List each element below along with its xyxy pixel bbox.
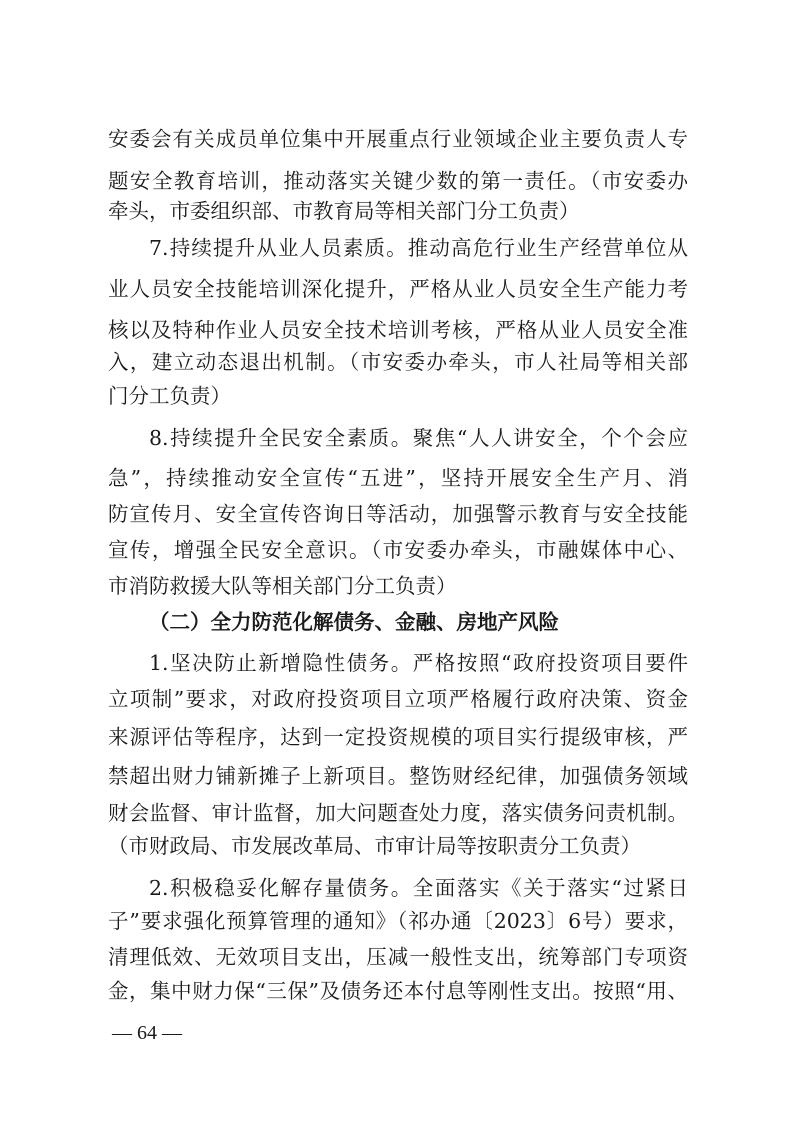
body-text-line: 财会监督、审计监督，加大问题查处力度，落实债务问责机制。 <box>108 801 688 825</box>
body-text-line: 业人员安全技能培训深化提升，严格从业人员安全生产能力考 <box>108 277 688 301</box>
body-text-line: 清理低效、无效项目支出，压减一般性支出，统筹部门专项资 <box>108 945 688 969</box>
body-text-line: 宣传，增强全民安全意识。（市安委办牵头，市融媒体中心、 <box>108 538 688 562</box>
body-text-line: 门分工负责） <box>108 384 231 408</box>
body-text-line: 题安全教育培训，推动落实关键少数的第一责任。（市安委办 <box>108 169 688 193</box>
body-text-line: 市消防救援大队等相关部门分工负责） <box>108 574 457 598</box>
section-heading: （二）全力防范化解债务、金融、房地产风险 <box>149 610 559 634</box>
body-text-line: 7.持续提升从业人员素质。推动高危行业生产经营单位从 <box>149 236 688 260</box>
body-text-line: 入，建立动态退出机制。（市安委办牵头，市人社局等相关部 <box>108 350 688 374</box>
body-text-line: 来源评估等程序，达到一定投资规模的项目实行提级审核，严 <box>108 725 688 749</box>
body-text-line: 8.持续提升全民安全素质。聚焦“人人讲安全，个个会应 <box>149 426 688 450</box>
body-text-line: 安委会有关成员单位集中开展重点行业领域企业主要负责人专 <box>108 127 688 151</box>
body-text-line: 金，集中财力保“三保”及债务还本付息等刚性支出。按照“用、 <box>108 979 688 1003</box>
body-text-line: 急”，持续推动安全宣传“五进”，坚持开展安全生产月、消 <box>108 466 688 490</box>
body-text-line: 牵头，市委组织部、市教育局等相关部门分工负责） <box>108 199 580 223</box>
page-number: — 64 — <box>112 1022 182 1044</box>
body-text-line: 防宣传月、安全宣传咨询日等活动，加强警示教育与安全技能 <box>108 502 688 526</box>
body-text-line: 禁超出财力铺新摊子上新项目。整饬财经纪律，加强债务领域 <box>108 764 688 788</box>
body-text-line: 核以及特种作业人员安全技术培训考核，严格从业人员安全准 <box>108 318 688 342</box>
body-text-line: 2.积极稳妥化解存量债务。全面落实《关于落实“过紧日 <box>149 876 688 900</box>
body-text-line: 立项制”要求，对政府投资项目立项严格履行政府决策、资金 <box>108 687 688 711</box>
body-text-line: 子”要求强化预算管理的通知》（祁办通〔2023〕6号）要求， <box>108 909 688 933</box>
body-text-line: 1.坚决防止新增隐性债务。严格按照“政府投资项目要件 <box>149 651 688 675</box>
body-text-line: （市财政局、市发展改革局、市审计局等按职责分工负责） <box>108 834 641 858</box>
